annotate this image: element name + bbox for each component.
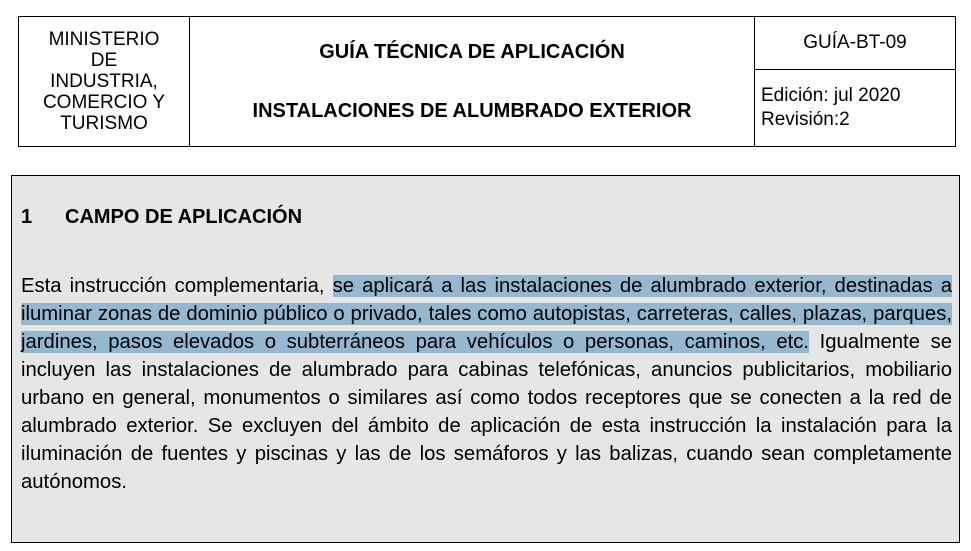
- ministry-line: COMERCIO Y: [42, 92, 166, 113]
- edition-cell: [755, 70, 956, 147]
- guide-code: GUÍA-BT-09: [803, 32, 907, 53]
- paragraph-text-start: Esta instrucción complementaria,: [21, 275, 333, 297]
- document-header: [18, 16, 956, 147]
- section-heading: [21, 206, 302, 229]
- ministry-line: TURISMO: [60, 113, 148, 134]
- guide-title: GUÍA TÉCNICA DE APLICACIÓN: [319, 40, 625, 63]
- section-paragraph: [21, 272, 952, 496]
- paragraph-text-end: Igualmente se incluyen las instalaciones de alumbrado para cabinas telefónicas, anuncios publicitarios, mobiliario urbano en general, monumentos o similares así como todos receptores que se conecten a la red de alumbrado exterior. Se excluyen del ámbito de aplicación de esta instrucción la instalación para la iluminación de fuentes y piscinas y las de los semáforos y las balizas, cuando sean completamente autónomos.: [21, 331, 952, 493]
- ministry-line: DE: [90, 50, 118, 71]
- section-box: [11, 175, 960, 543]
- revision-label: Revisión:2: [761, 109, 850, 130]
- ministry-cell: [19, 17, 190, 147]
- ministry-line: MINISTERIO: [48, 29, 160, 50]
- section-title: CAMPO DE APLICACIÓN: [65, 206, 303, 228]
- section-number: 1: [21, 206, 33, 228]
- guide-code-cell: [755, 17, 956, 70]
- edition-label: Edición: jul 2020: [761, 85, 901, 106]
- title-cell: [190, 17, 755, 147]
- highlighted-text[interactable]: se aplicará a las instalaciones de alumbrado exterior, destinadas a iluminar zonas de dominio público o privado, tales como autopistas, carreteras, calles, plazas, parques, jardines, pasos elevados o subterráneos para vehículos o personas, caminos, etc.: [21, 275, 952, 353]
- ministry-line: INDUSTRIA,: [50, 71, 158, 92]
- guide-subtitle: INSTALACIONES DE ALUMBRADO EXTERIOR: [252, 99, 692, 122]
